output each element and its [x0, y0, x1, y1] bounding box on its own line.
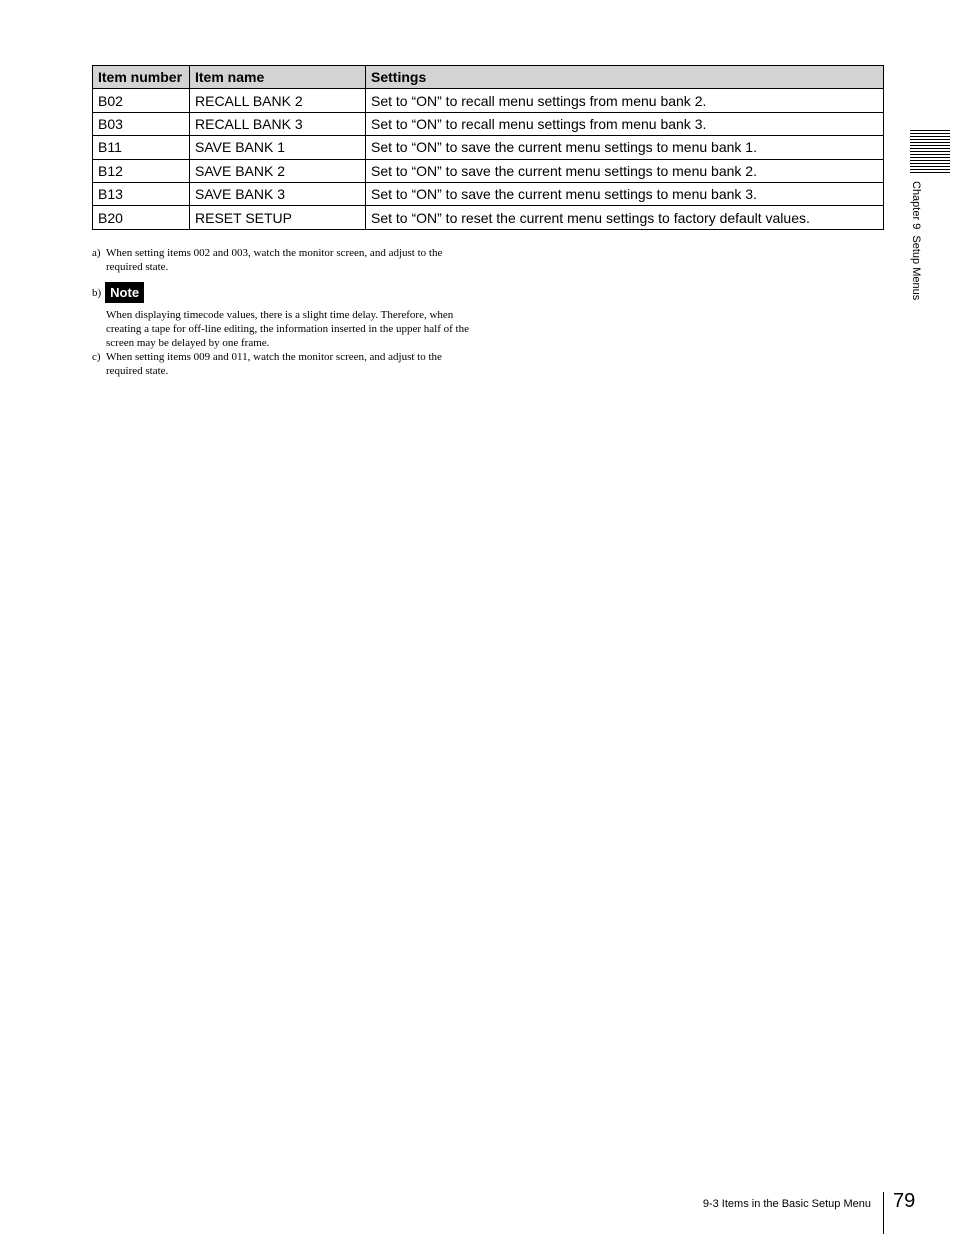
footnote-mark: a) — [92, 247, 101, 259]
cell-item-number: B03 — [93, 112, 190, 135]
settings-table — [92, 65, 884, 230]
cell-settings: Set to “ON” to reset the current menu settings to factory default values. — [366, 206, 884, 229]
cell-settings: Set to “ON” to save the current menu settings to menu bank 1. — [366, 136, 884, 159]
cell-item-number: B02 — [93, 89, 190, 112]
page-number: 79 — [893, 1190, 916, 1212]
footnote-mark: c) — [92, 351, 101, 363]
footnote-text: When setting items 002 and 003, watch the monitor screen, and adjust to the required state. — [106, 247, 443, 273]
cell-item-name: SAVE BANK 3 — [190, 182, 366, 205]
footer-section-title: 9-3 Items in the Basic Setup Menu — [702, 1198, 871, 1210]
footnote-b — [92, 282, 476, 303]
table-row — [93, 159, 884, 182]
cell-settings: Set to “ON” to save the current menu settings to menu bank 3. — [366, 182, 884, 205]
chapter-tab-label: Chapter 9 Setup Menus — [910, 181, 922, 301]
header-settings: Settings — [366, 66, 884, 89]
table-row — [93, 182, 884, 205]
footnotes — [92, 246, 476, 378]
cell-settings: Set to “ON” to save the current menu settings to menu bank 2. — [366, 159, 884, 182]
cell-item-name: SAVE BANK 1 — [190, 136, 366, 159]
table-row — [93, 112, 884, 135]
footnote-a — [92, 246, 476, 274]
note-label: Note — [105, 282, 144, 303]
table-row — [93, 89, 884, 112]
footnote-c — [92, 350, 476, 378]
footer-divider — [883, 1192, 884, 1234]
cell-settings: Set to “ON” to recall menu settings from menu bank 3. — [366, 112, 884, 135]
chapter-tab-stripes — [910, 130, 950, 173]
cell-settings: Set to “ON” to recall menu settings from menu bank 2. — [366, 89, 884, 112]
table-header-row — [93, 66, 884, 89]
cell-item-number: B20 — [93, 206, 190, 229]
table-row — [93, 206, 884, 229]
footnote-text: When setting items 009 and 011, watch the monitor screen, and adjust to the required state. — [106, 351, 442, 377]
cell-item-name: RECALL BANK 2 — [190, 89, 366, 112]
footnote-mark: b) — [92, 286, 102, 299]
cell-item-name: SAVE BANK 2 — [190, 159, 366, 182]
cell-item-name: RESET SETUP — [190, 206, 366, 229]
header-item-number: Item number — [93, 66, 190, 89]
table-row — [93, 136, 884, 159]
cell-item-number: B11 — [93, 136, 190, 159]
cell-item-number: B12 — [93, 159, 190, 182]
cell-item-name: RECALL BANK 3 — [190, 112, 366, 135]
footnote-note-text: When displaying timecode values, there is a slight time delay. Therefore, when creating a tape for off-line editing, the information inserted in the upper half of the screen may be delayed by one frame. — [106, 309, 469, 349]
cell-item-number: B13 — [93, 182, 190, 205]
header-item-name: Item name — [190, 66, 366, 89]
